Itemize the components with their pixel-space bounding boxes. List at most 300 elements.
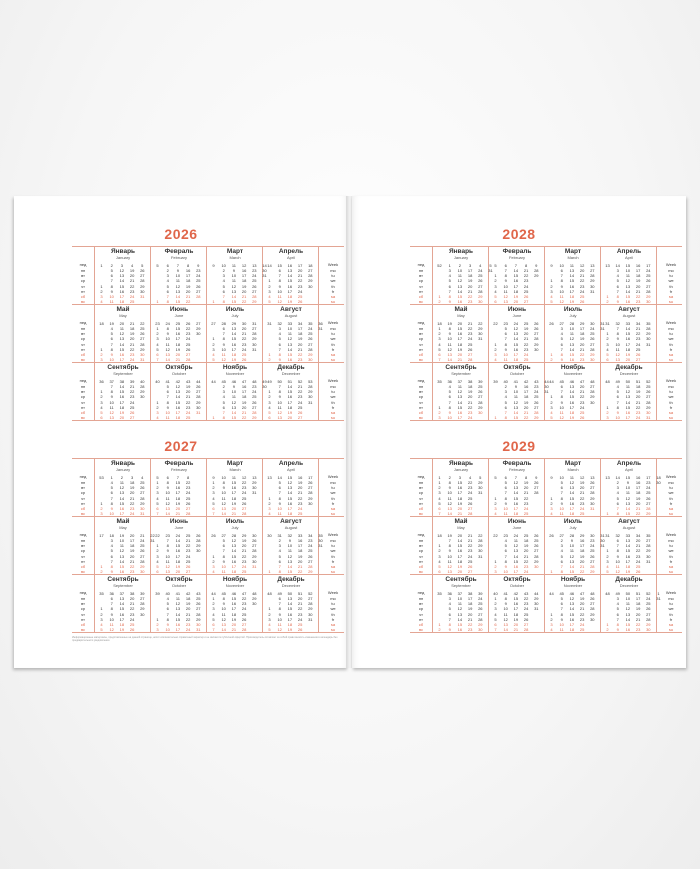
day-cell: 14: [569, 490, 575, 496]
day-cell: 23: [297, 394, 303, 400]
day-cell: 17: [513, 569, 519, 575]
weekday-label-en: th: [331, 399, 335, 405]
day-cell: 27: [308, 596, 313, 601]
day-cell: 28: [241, 511, 247, 517]
day-cell: 23: [129, 352, 135, 357]
day-cell: 1: [438, 294, 441, 299]
day-cell: 19: [297, 336, 303, 342]
week-number: 31: [267, 321, 272, 326]
day-cell: 25: [646, 384, 651, 389]
week-number: 17: [646, 263, 651, 268]
day-cell: 9: [278, 394, 281, 400]
weekday-label-ru: вт: [81, 331, 85, 337]
day-cell: 4: [448, 273, 451, 279]
day-cell: 29: [534, 273, 539, 279]
week-number: 50: [277, 379, 282, 384]
week-number: 29: [231, 321, 237, 326]
week-number: 11: [569, 475, 574, 480]
day-cell: 19: [287, 410, 293, 415]
week-number: 14: [615, 475, 620, 480]
day-cell: 4: [222, 394, 225, 400]
week-number: 40: [155, 379, 160, 384]
day-cell: 11: [559, 294, 564, 299]
day-cell: 30: [252, 558, 257, 564]
day-cell: 31: [478, 490, 483, 496]
weekday-label-ru: сб: [418, 294, 424, 299]
day-cell: 10: [109, 511, 114, 517]
day-cell: 27: [140, 336, 145, 342]
weekday-label-ru: ср: [80, 336, 86, 342]
day-cell: 18: [569, 410, 575, 415]
day-cell: 1: [606, 548, 609, 554]
day-cell: 19: [129, 548, 135, 554]
day-cell: 22: [185, 326, 191, 331]
day-cell: 23: [635, 299, 641, 305]
day-cell: 30: [252, 341, 257, 347]
day-cell: 4: [100, 622, 103, 627]
day-cell: 26: [252, 538, 257, 543]
day-cell: 12: [447, 564, 452, 569]
day-cell: 11: [175, 278, 180, 284]
day-cell: 21: [579, 490, 585, 496]
week-number: 39: [478, 379, 483, 384]
day-cell: 17: [625, 341, 631, 347]
day-cell: 27: [252, 326, 257, 331]
day-cell: 4: [616, 490, 619, 496]
day-cell: 24: [646, 268, 651, 273]
month-8: [263, 517, 323, 575]
month-name-en: October: [171, 371, 187, 376]
day-cell: 28: [590, 273, 595, 279]
day-cell: 29: [308, 606, 313, 612]
day-cell: 19: [129, 331, 135, 337]
day-cell: 8: [278, 495, 281, 501]
month-name-ru: Декабрь: [615, 364, 643, 371]
month-4: [601, 247, 657, 305]
month-name-en: September: [113, 583, 133, 588]
month-name-en: February: [170, 467, 187, 472]
day-cell: 22: [185, 399, 191, 405]
day-cell: 10: [231, 273, 237, 279]
day-cell: 23: [185, 331, 191, 337]
week-number: 2: [458, 263, 461, 268]
day-cell: 23: [252, 268, 257, 273]
day-cell: 24: [646, 485, 651, 491]
week-number: 33: [625, 533, 631, 538]
day-cell: 23: [467, 410, 473, 415]
day-cell: 6: [438, 506, 441, 511]
month-name-ru: Июнь: [169, 518, 189, 525]
day-cell: 8: [110, 346, 113, 352]
day-cell: 22: [635, 622, 641, 627]
week-number: 20: [457, 321, 463, 326]
day-cell: 15: [457, 404, 463, 410]
day-cell: 18: [129, 543, 135, 549]
day-cell: 30: [196, 331, 201, 337]
day-cell: 13: [277, 415, 282, 421]
day-cell: 22: [129, 346, 135, 352]
day-cell: 13: [287, 341, 293, 347]
day-cell: 22: [241, 415, 247, 421]
month-name-ru: Июль: [563, 306, 583, 313]
month-name-en: January: [453, 255, 469, 260]
day-cell: 18: [457, 558, 463, 564]
day-cell: 21: [523, 553, 529, 559]
day-cell: 24: [297, 288, 303, 294]
day-cell: 15: [569, 611, 575, 617]
day-cell: 1: [438, 404, 441, 410]
year-calendar-block: [72, 458, 344, 632]
day-cell: 11: [457, 601, 462, 607]
day-cell: 24: [241, 564, 247, 569]
year-title: 2029: [502, 438, 536, 454]
day-cell: 5: [166, 283, 169, 289]
day-cell: 24: [196, 273, 201, 279]
day-cell: 15: [457, 622, 463, 627]
day-cell: 29: [478, 294, 483, 299]
weekday-label-en: mo: [330, 326, 336, 331]
day-cell: 11: [277, 511, 282, 517]
week-number: 22: [478, 533, 483, 538]
day-cell: 4: [212, 352, 215, 357]
day-cell: 1: [606, 294, 609, 299]
day-cell: 17: [513, 606, 519, 612]
day-cell: 17: [129, 538, 135, 543]
day-cell: 25: [140, 480, 145, 485]
day-cell: 24: [129, 616, 135, 622]
day-cell: 11: [559, 511, 564, 517]
day-cell: 18: [129, 480, 135, 485]
day-cell: 14: [119, 341, 125, 347]
day-cell: 1: [606, 511, 609, 517]
day-cell: 3: [504, 389, 507, 395]
day-cell: 1: [268, 389, 271, 395]
weekday-label-en: tu: [669, 273, 673, 279]
week-number: 30: [590, 321, 595, 326]
day-cell: 16: [175, 485, 181, 491]
week-header-left: нед: [79, 262, 87, 267]
day-cell: 7: [222, 548, 225, 554]
day-cell: 22: [241, 596, 247, 601]
day-cell: 2: [438, 299, 441, 305]
day-cell: 29: [590, 352, 595, 357]
day-cell: 4: [110, 326, 113, 331]
day-cell: 13: [165, 569, 170, 575]
week-number: 15: [277, 263, 282, 268]
weekday-label-ru: сб: [418, 622, 424, 627]
day-cell: 3: [100, 357, 103, 363]
day-cell: 26: [467, 500, 473, 506]
day-cell: 19: [579, 480, 585, 485]
day-cell: 18: [129, 326, 135, 331]
weekday-label-en: su: [330, 357, 336, 363]
day-cell: 15: [287, 278, 293, 284]
day-cell: 7: [278, 384, 281, 389]
week-number: 22: [140, 321, 145, 326]
day-cell: 16: [457, 331, 463, 337]
week-number: 15: [287, 475, 293, 480]
day-cell: 26: [590, 596, 595, 601]
week-number: 51: [297, 591, 303, 596]
month-3: [545, 459, 601, 517]
day-cell: 31: [150, 538, 155, 543]
day-cell: 21: [467, 616, 473, 622]
day-cell: 14: [175, 294, 181, 299]
day-cell: 6: [616, 394, 619, 400]
day-cell: 19: [467, 278, 473, 284]
month-name-en: September: [451, 371, 471, 376]
week-number: 9: [535, 475, 538, 480]
day-cell: 28: [478, 399, 483, 405]
day-cell: 3: [448, 268, 451, 273]
day-cell: 6: [560, 601, 563, 607]
month-2: [151, 459, 207, 517]
day-cell: 16: [119, 352, 125, 357]
weekday-label-ru: пн: [80, 538, 86, 543]
week-number: 23: [503, 321, 508, 326]
day-cell: 27: [590, 268, 595, 273]
week-number: 39: [493, 379, 498, 384]
week-number: 34: [635, 321, 641, 326]
day-cell: 26: [646, 389, 651, 395]
day-cell: 18: [569, 511, 575, 517]
day-cell: 18: [287, 622, 293, 627]
day-cell: 26: [297, 410, 303, 415]
day-cell: 10: [447, 336, 452, 342]
day-cell: 13: [175, 389, 181, 395]
week-number: 35: [437, 591, 442, 596]
day-cell: 14: [513, 336, 519, 342]
week-number: 37: [457, 591, 463, 596]
day-cell: 3: [606, 341, 609, 347]
day-cell: 8: [110, 283, 113, 289]
day-cell: 10: [175, 273, 181, 279]
day-cell: 3: [550, 622, 553, 627]
week-number: 31: [252, 321, 257, 326]
day-cell: 3: [156, 490, 159, 496]
day-cell: 13: [569, 384, 575, 389]
week-number: 16: [635, 263, 641, 268]
weekday-label-ru: ср: [80, 278, 86, 284]
day-cell: 28: [478, 616, 483, 622]
day-cell: 19: [297, 480, 303, 485]
day-cell: 19: [185, 283, 191, 289]
day-cell: 17: [119, 511, 125, 517]
month-name-ru: Сентябрь: [445, 364, 477, 371]
day-cell: 29: [140, 564, 145, 569]
day-cell: 3: [616, 485, 619, 491]
day-cell: 13: [447, 506, 452, 511]
weekday-label-ru: ср: [418, 278, 424, 284]
day-cell: 3: [212, 606, 215, 612]
day-cell: 30: [262, 268, 267, 273]
day-cell: 31: [140, 511, 145, 517]
month-name-ru: Октябрь: [503, 576, 531, 583]
day-cell: 17: [635, 268, 641, 273]
day-cell: 19: [287, 627, 293, 633]
day-cell: 15: [287, 569, 293, 575]
day-cell: 2: [278, 538, 281, 543]
day-cell: 11: [513, 394, 518, 400]
day-cell: 25: [308, 548, 313, 554]
day-cell: 13: [119, 490, 125, 496]
week-number: 27: [196, 321, 201, 326]
weekday-label-en: th: [669, 341, 673, 347]
day-cell: 27: [590, 601, 595, 607]
day-cell: 24: [635, 341, 641, 347]
day-cell: 2: [606, 299, 609, 305]
week-number: 31: [605, 533, 610, 538]
day-cell: 29: [196, 543, 201, 549]
day-cell: 14: [165, 357, 170, 363]
day-cell: 6: [504, 404, 507, 410]
month-name-en: July: [569, 525, 577, 530]
week-number: 44: [544, 379, 549, 384]
day-cell: 9: [110, 394, 113, 400]
month-name-en: July: [569, 313, 577, 318]
week-number: 14: [267, 263, 272, 268]
day-cell: 11: [559, 627, 564, 633]
day-cell: 22: [467, 543, 473, 549]
month-12: [263, 363, 319, 421]
weekday-label-ru: чт: [419, 341, 423, 347]
day-cell: 20: [129, 490, 135, 496]
day-cell: 11: [277, 294, 282, 299]
day-cell: 26: [534, 480, 539, 485]
day-cell: 10: [447, 490, 452, 496]
day-cell: 1: [438, 480, 441, 485]
week-header-right: Week: [665, 320, 677, 325]
day-cell: 27: [185, 352, 191, 357]
day-cell: 6: [156, 569, 159, 575]
day-cell: 26: [534, 399, 539, 405]
day-cell: 6: [110, 273, 113, 279]
day-cell: 2: [100, 352, 103, 357]
day-cell: 23: [523, 564, 529, 569]
month-6: [151, 517, 207, 575]
month-11: [207, 363, 267, 421]
day-cell: 29: [590, 495, 595, 501]
day-cell: 31: [656, 596, 661, 601]
day-cell: 13: [569, 341, 575, 347]
day-cell: 30: [590, 357, 595, 363]
day-cell: 21: [457, 511, 463, 517]
month-name-en: October: [509, 583, 525, 588]
day-cell: 17: [457, 553, 463, 559]
day-cell: 27: [196, 389, 201, 395]
day-cell: 19: [175, 346, 181, 352]
day-cell: 26: [129, 627, 135, 633]
week-number: 20: [119, 321, 125, 326]
day-cell: 23: [185, 485, 191, 491]
day-cell: 7: [560, 490, 563, 496]
day-cell: 5: [222, 538, 225, 543]
week-number: 22: [155, 533, 160, 538]
weekday-label-ru: пн: [418, 596, 424, 601]
day-cell: 28: [534, 268, 539, 273]
day-cell: 28: [478, 288, 483, 294]
day-cell: 21: [297, 490, 303, 496]
day-cell: 11: [457, 273, 462, 279]
weekday-label-ru: вс: [418, 415, 424, 421]
day-cell: 13: [513, 331, 519, 337]
day-cell: 12: [277, 299, 282, 305]
day-cell: 19: [635, 389, 641, 395]
day-cell: 26: [590, 336, 595, 342]
day-cell: 5: [550, 415, 553, 421]
day-cell: 18: [635, 273, 641, 279]
month-name-ru: Май: [454, 518, 468, 525]
month-name-ru: Апрель: [278, 460, 304, 467]
week-number: 22: [150, 533, 155, 538]
day-cell: 21: [231, 511, 237, 517]
week-number: 39: [129, 379, 135, 384]
weekday-label-en: sa: [668, 622, 674, 627]
day-cell: 10: [277, 288, 282, 294]
day-cell: 28: [534, 410, 539, 415]
day-cell: 29: [646, 294, 651, 299]
week-number: 13: [252, 475, 257, 480]
weekday-label-en: th: [669, 399, 673, 405]
day-cell: 2: [222, 268, 225, 273]
day-cell: 2: [616, 480, 619, 485]
month-name-ru: Сентябрь: [445, 576, 477, 583]
week-header-right: Week: [327, 590, 339, 595]
day-cell: 25: [523, 511, 529, 517]
day-cell: 17: [287, 399, 293, 405]
month-3: [207, 459, 263, 517]
day-cell: 2: [494, 346, 497, 352]
day-cell: 4: [268, 404, 271, 410]
day-cell: 27: [635, 357, 641, 363]
day-cell: 7: [166, 611, 169, 617]
day-cell: 16: [625, 299, 631, 305]
weekday-label-ru: сб: [80, 294, 86, 299]
day-cell: 17: [175, 336, 181, 342]
day-cell: 7: [278, 490, 281, 496]
week-number: 42: [513, 591, 519, 596]
day-cell: 19: [241, 283, 247, 289]
month-name-en: October: [509, 371, 525, 376]
day-cell: 29: [646, 331, 651, 337]
day-cell: 2: [606, 336, 609, 342]
weekday-label-ru: пт: [419, 404, 423, 410]
week-number: 29: [579, 321, 585, 326]
day-cell: 10: [625, 485, 631, 491]
day-cell: 23: [523, 346, 529, 352]
day-cell: 13: [119, 336, 125, 342]
week-number: 48: [605, 591, 610, 596]
day-cell: 1: [606, 404, 609, 410]
day-cell: 25: [467, 558, 473, 564]
weekday-label-ru: ср: [418, 394, 424, 400]
day-cell: 27: [241, 622, 247, 627]
day-cell: 15: [569, 278, 575, 284]
day-cell: 20: [175, 352, 181, 357]
weekday-label-ru: вс: [418, 357, 424, 363]
day-cell: 24: [635, 558, 641, 564]
day-cell: 5: [438, 564, 441, 569]
month-name-ru: Февраль: [502, 460, 532, 467]
day-cell: 25: [308, 331, 313, 337]
day-cell: 1: [268, 278, 271, 284]
month-8: [263, 305, 323, 363]
day-cell: 9: [166, 622, 169, 627]
day-cell: 19: [569, 415, 575, 421]
day-cell: 21: [129, 601, 135, 607]
day-cell: 28: [140, 278, 145, 284]
month-name-en: November: [225, 583, 245, 588]
